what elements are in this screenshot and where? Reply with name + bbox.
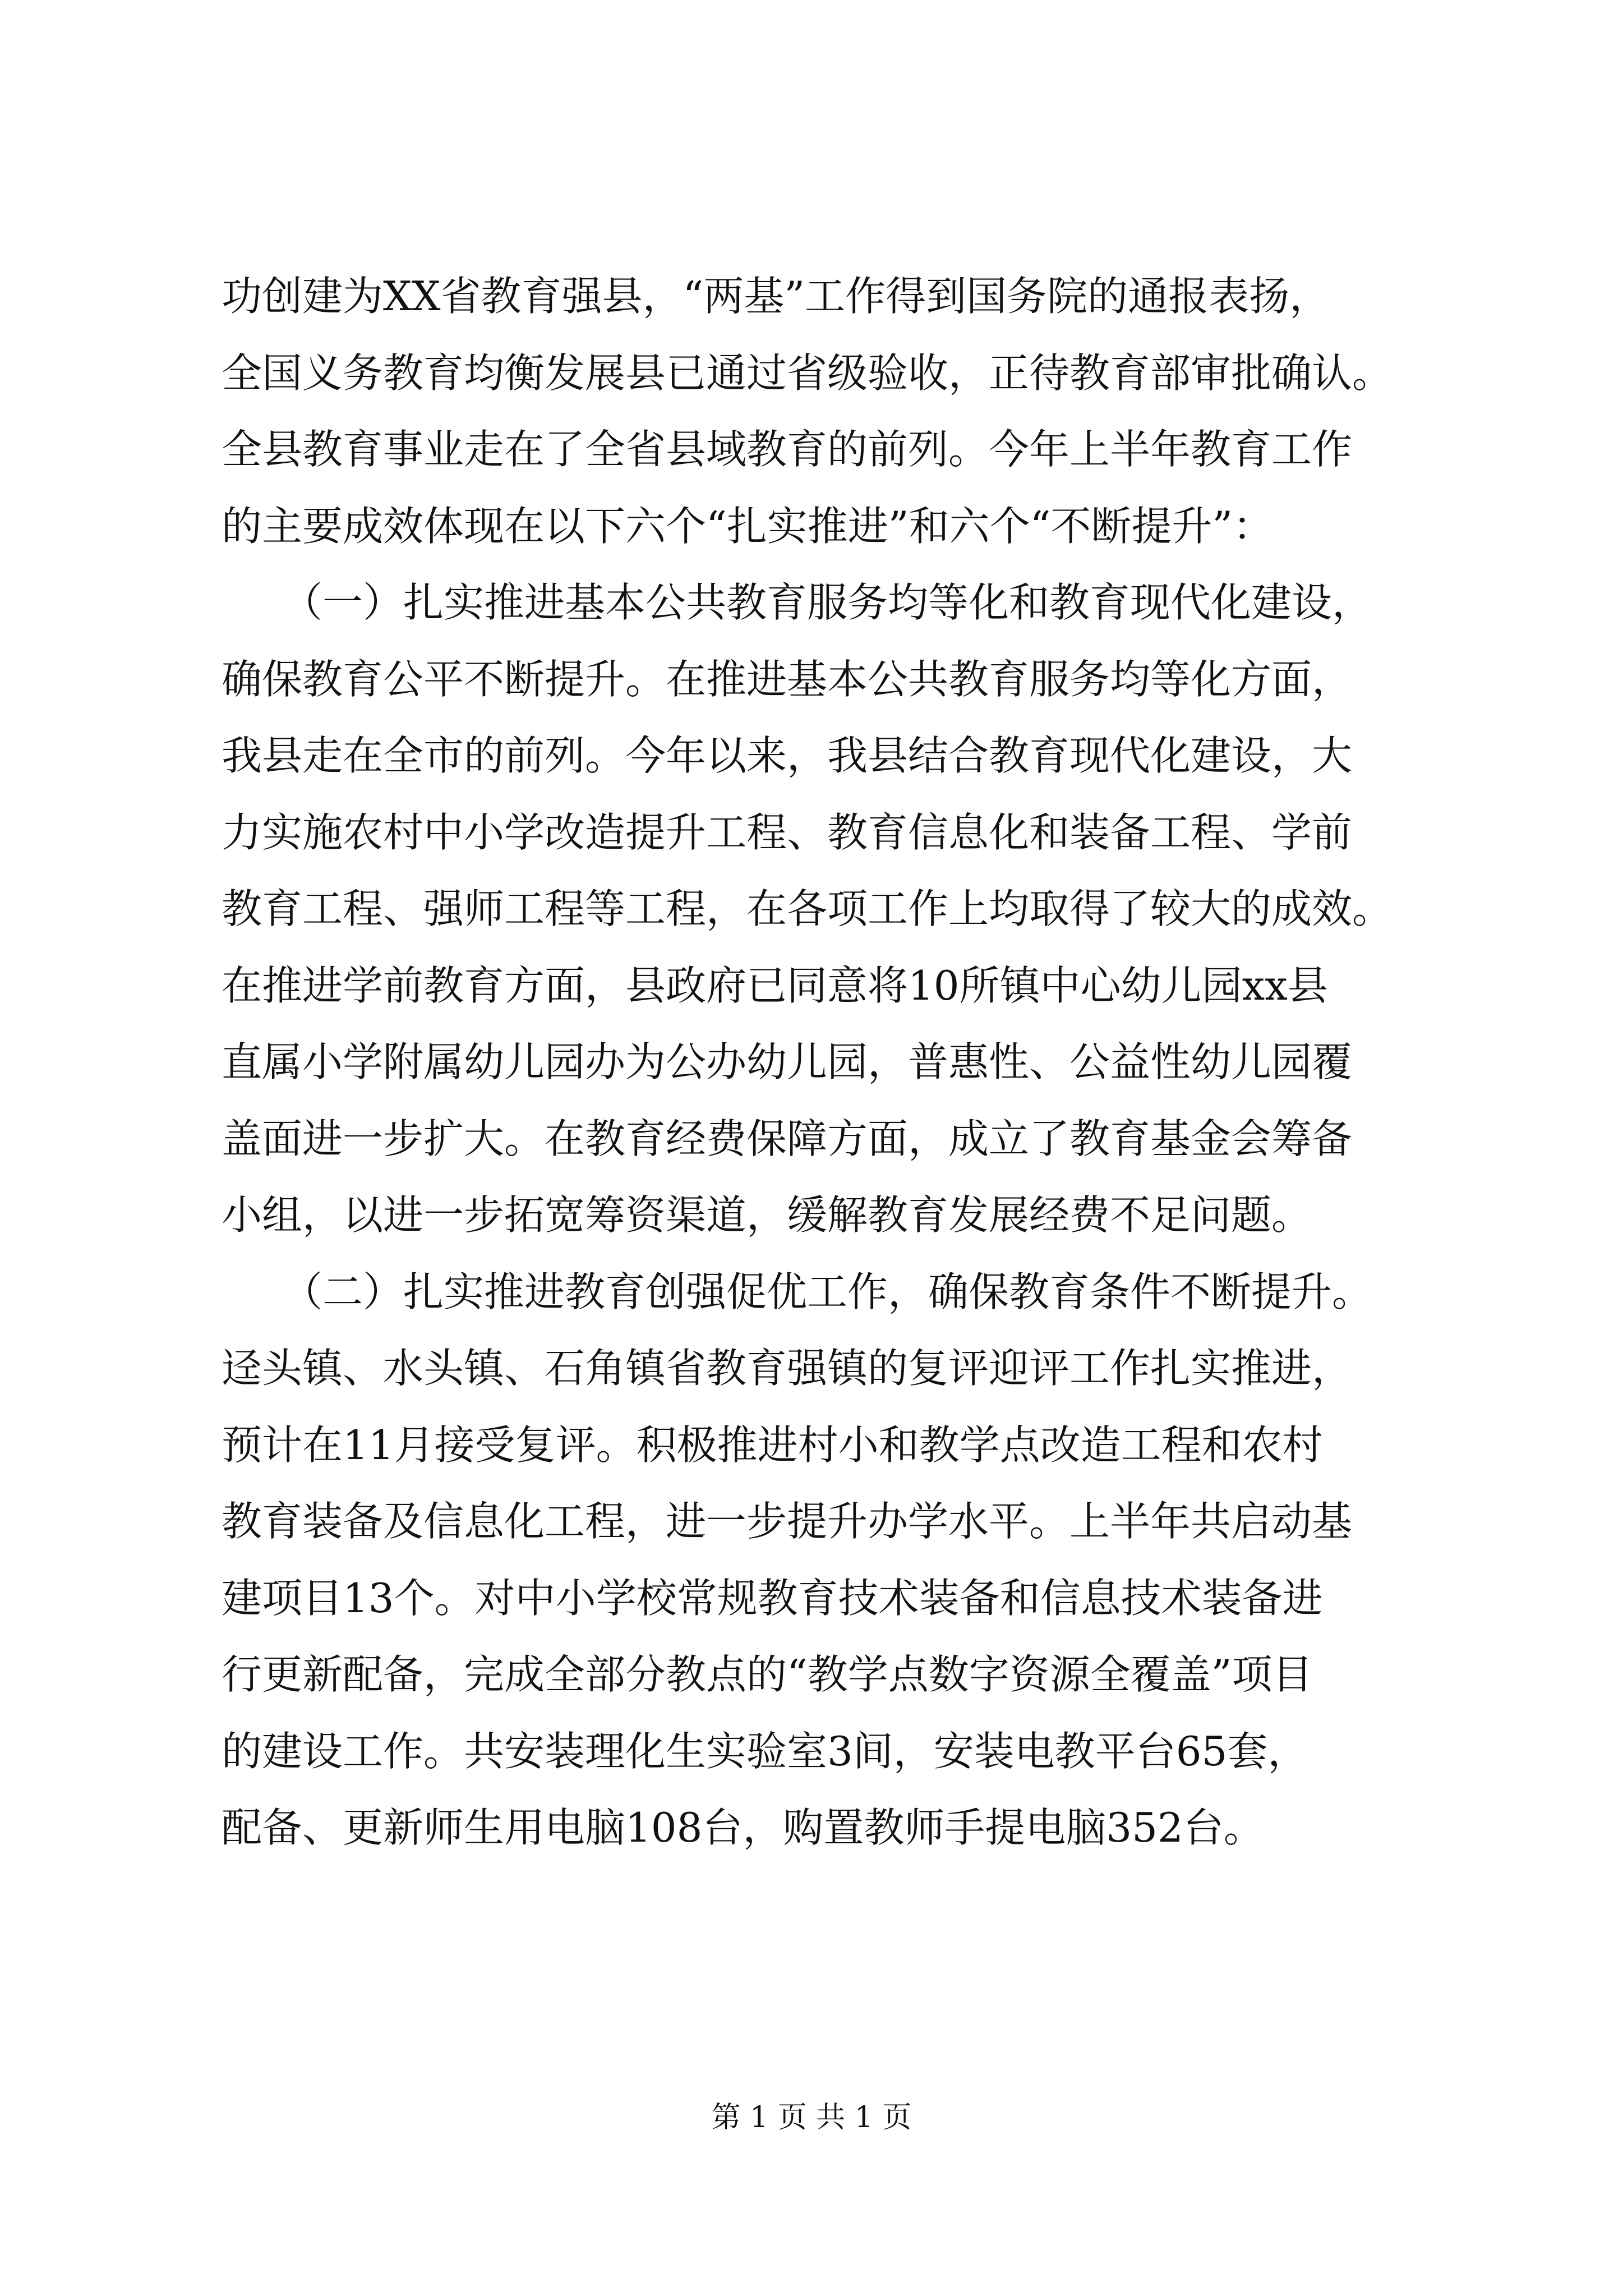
section-heading-line: （一）扎实推进基本公共教育服务均等化和教育现代化建设， <box>222 579 1373 626</box>
text-line: 的主要成效体现在以下六个“扎实推进”和六个“不断提升”： <box>222 502 1274 550</box>
text-line: 的建设工作。共安装理化生实验室3间，安装电教平台65套， <box>222 1727 1308 1775</box>
text-line: 在推进学前教育方面，县政府已同意将10所镇中心幼儿园xx县 <box>222 961 1328 1009</box>
text-line: 力实施农村中小学改造提升工程、教育信息化和装备工程、学前 <box>222 808 1353 856</box>
text-line: 全国义务教育均衡发展县已通过省级验收，正待教育部审批确认。 <box>222 349 1393 397</box>
body-text <box>222 258 1455 1866</box>
text-line: 教育工程、强师工程等工程，在各项工作上均取得了较大的成效。 <box>222 885 1393 932</box>
text-line: 直属小学附属幼儿园办为公办幼儿园，普惠性、公益性幼儿园覆 <box>222 1038 1353 1085</box>
page-footer <box>0 2095 1623 2140</box>
text-line: 功创建为XX省教育强县，“两基”工作得到国务院的通报表扬， <box>222 273 1330 320</box>
text-line: 迳头镇、水头镇、石角镇省教育强镇的复评迎评工作扎实推进， <box>222 1345 1353 1392</box>
section-heading-line: （二）扎实推进教育创强促优工作，确保教育条件不断提升。 <box>222 1268 1373 1315</box>
text-line: 全县教育事业走在了全省县域教育的前列。今年上半年教育工作 <box>222 426 1353 473</box>
text-line: 确保教育公平不断提升。在推进基本公共教育服务均等化方面， <box>222 655 1353 703</box>
text-line: 小组，以进一步拓宽筹资渠道，缓解教育发展经费不足问题。 <box>222 1191 1312 1239</box>
text-line: 建项目13个。对中小学校常规教育技术装备和信息技术装备进 <box>222 1574 1323 1622</box>
page-number-label: 第 1 页 共 1 页 <box>711 2101 912 2134</box>
text-line: 配备、更新师生用电脑108台，购置教师手提电脑352台。 <box>222 1804 1264 1851</box>
text-line: 盖面进一步扩大。在教育经费保障方面，成立了教育基金会筹备 <box>222 1115 1353 1162</box>
text-line: 教育装备及信息化工程，进一步提升办学水平。上半年共启动基 <box>222 1498 1353 1545</box>
text-line: 我县走在全市的前列。今年以来，我县结合教育现代化建设，大 <box>222 732 1353 779</box>
text-line: 预计在11月接受复评。积极推进村小和教学点改造工程和农村 <box>222 1421 1323 1469</box>
text-line: 行更新配备，完成全部分教点的“教学点数字资源全覆盖”项目 <box>222 1651 1313 1698</box>
